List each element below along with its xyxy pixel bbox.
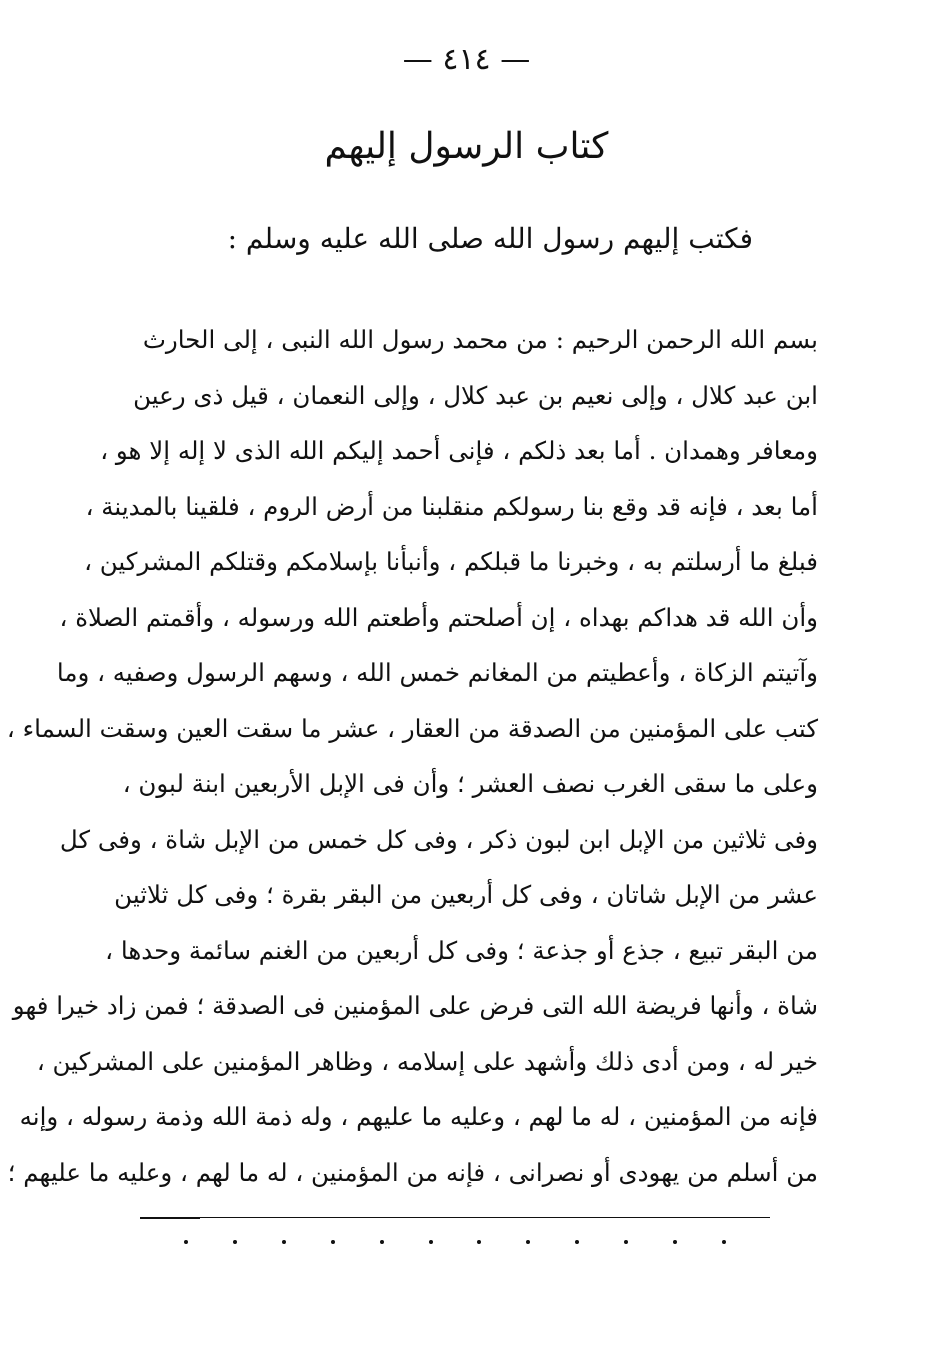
chapter-title: كتاب الرسول إليهم	[324, 126, 609, 167]
footer-dot	[331, 1240, 335, 1244]
text-line: فإنه من المؤمنين ، له ما لهم ، وعليه ما عليهم ، وله ذمة الله وذمة رسوله ، وإنه	[19, 1102, 818, 1131]
footer-dot	[380, 1240, 384, 1244]
footer-dot	[624, 1240, 628, 1244]
text-line: وفى ثلاثين من الإبل ابن لبون ذكر ، وفى كل خمس من الإبل شاة ، وفى كل	[59, 824, 818, 854]
text-line: فبلغ ما أرسلتم به ، وخبرنا ما قبلكم ، وأنبأنا بإسلامكم وقتلكم المشركين ،	[84, 547, 818, 576]
text-line: خير له ، ومن أدى ذلك وأشهد على إسلامه ، وظاهر المؤمنين على المشركين ،	[36, 1046, 818, 1076]
footer-rule	[140, 1217, 770, 1218]
text-line: عشر من الإبل شاتان ، وفى كل أربعين من البقر بقرة ؛ وفى كل ثلاثين	[114, 880, 818, 909]
text-line: كتب على المؤمنين من الصدقة من العقار ، عشر ما سقت العين وسقت السماء ،	[6, 713, 818, 743]
text-line: من أسلم من يهودى أو نصرانى ، فإنه من المؤمنين ، له ما لهم ، وعليه ما عليهم ؛	[7, 1157, 818, 1187]
intro-line: فكتب إليهم رسول الله صلى الله عليه وسلم :	[227, 222, 753, 255]
footer-dot	[526, 1240, 530, 1244]
page-number: — ٤١٤ —	[402, 42, 531, 77]
text-line: ومعافر وهمدان . أما بعد ذلكم ، فإنى أحمد إليكم الله الذى لا إله إلا هو ،	[100, 436, 818, 465]
text-line: وعلى ما سقى الغرب نصف العشر ؛ وأن فى الإبل الأربعين ابنة لبون ،	[122, 769, 818, 798]
text-line: أما بعد ، فإنه قد وقع بنا رسولكم منقلبنا من أرض الروم ، فلقينا بالمدينة ،	[85, 491, 818, 521]
text-line: بسم الله الرحمن الرحيم : من محمد رسول الله النبى ، إلى الحارث	[142, 325, 818, 354]
footer-dot	[575, 1240, 579, 1244]
text-line: ابن عبد كلال ، وإلى نعيم بن عبد كلال ، وإلى النعمان ، قيل ذى رعين	[133, 380, 818, 410]
text-line: وآتيتم الزكاة ، وأعطيتم من المغانم خمس الله ، وسهم الرسول وصفيه ، وما	[56, 658, 818, 687]
footer-dot	[282, 1240, 286, 1244]
footer-dot	[233, 1240, 237, 1244]
body-text	[6, 312, 818, 1200]
footer-dot	[184, 1240, 188, 1244]
footer-dot	[429, 1240, 433, 1244]
footer-dot-row	[140, 1240, 770, 1260]
footer-dot	[673, 1240, 677, 1244]
text-line: من البقر تبيع ، جذع أو جذعة ؛ وفى كل أربعين من الغنم سائمة وحدها ،	[105, 935, 818, 965]
footer-rule-accent	[140, 1217, 200, 1219]
footer-dot	[477, 1240, 481, 1244]
text-line: وأن الله قد هداكم بهداه ، إن أصلحتم وأطعتم الله ورسوله ، وأقمتم الصلاة ،	[59, 602, 818, 632]
footer-dot	[722, 1240, 726, 1244]
text-line: شاة ، وأنها فريضة الله التى فرض على المؤمنين فى الصدقة ؛ فمن زاد خيرا فهو	[12, 991, 818, 1020]
